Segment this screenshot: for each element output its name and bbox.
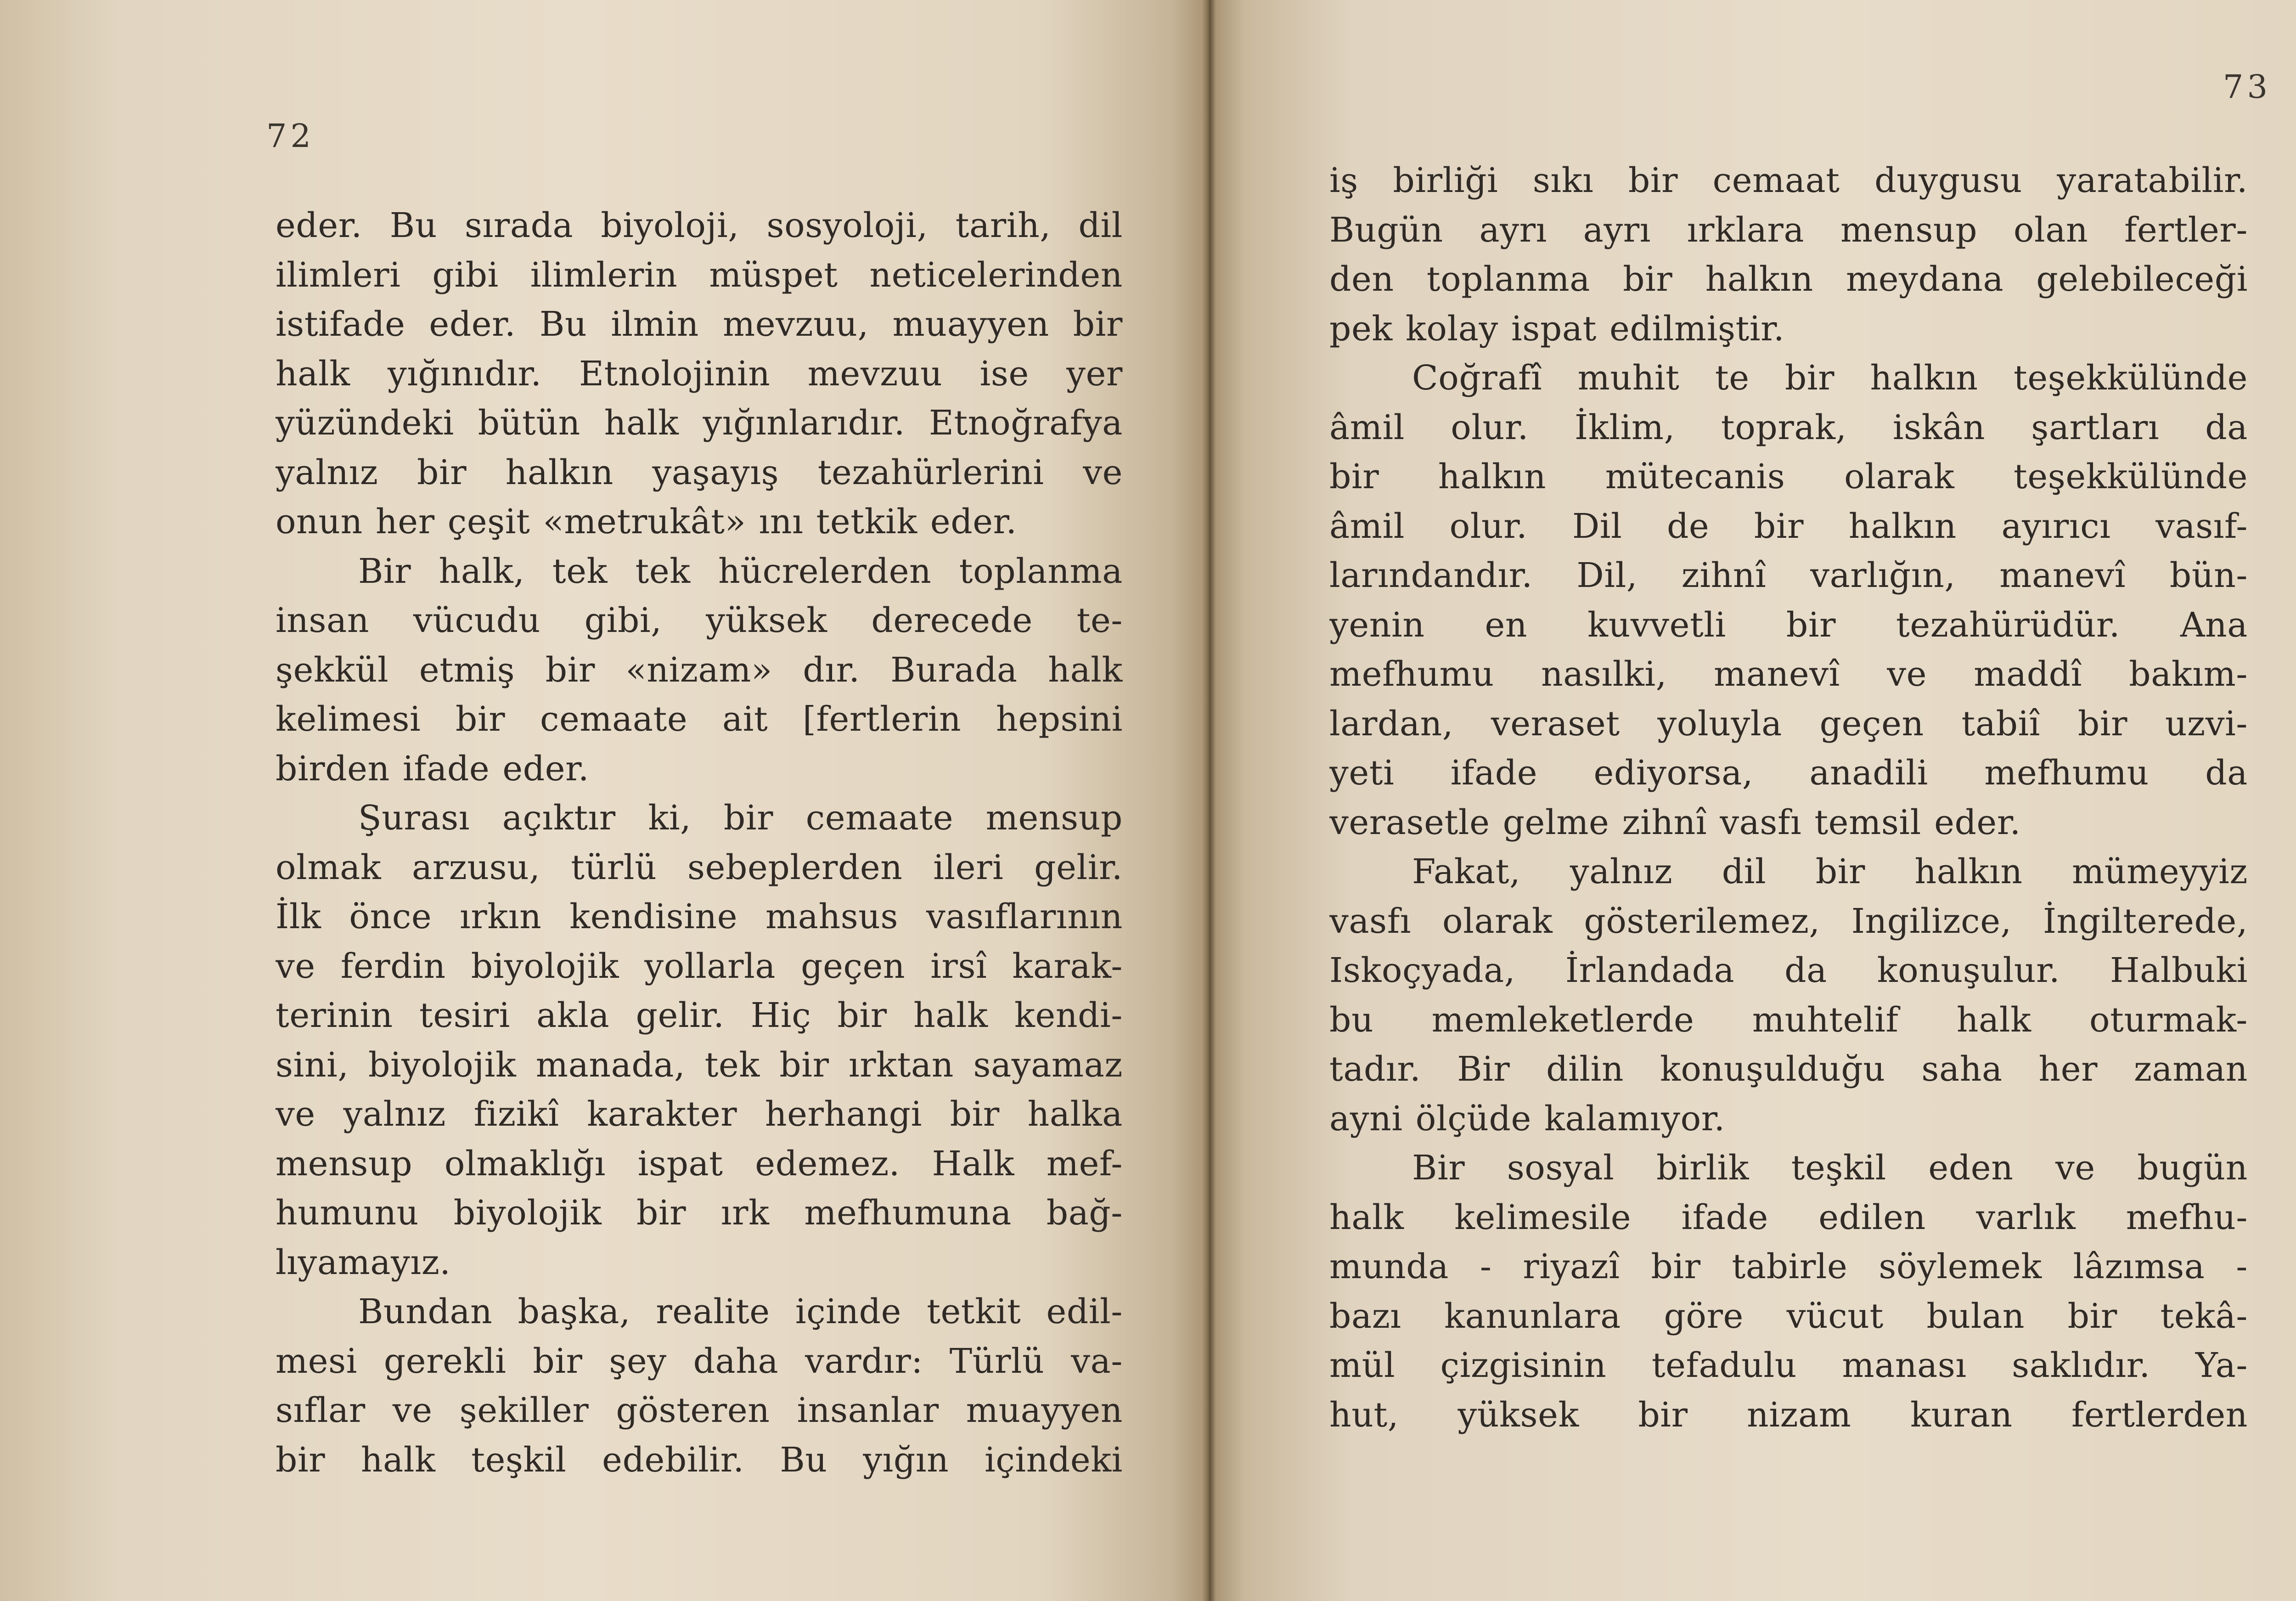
- text-line: hut, yüksek bir nizam kuran fertlerden: [1329, 1395, 2248, 1435]
- text-line: vasfı olarak gösterilemez, Ingilizce, İngilterede,: [1329, 901, 2248, 941]
- text-line: mensup olmaklığı ispat edemez. Halk mef-: [276, 1144, 1123, 1184]
- text-line: bir halkın mütecanis olarak teşekkülünde: [1329, 457, 2248, 496]
- text-line: Bugün ayrı ayrı ırklara mensup olan fertler-: [1329, 210, 2248, 250]
- text-line: İlk önce ırkın kendisine mahsus vasıflarının: [276, 897, 1123, 936]
- text-line: birden ifade eder.: [276, 749, 590, 789]
- text-line: lıyamayız.: [276, 1242, 451, 1282]
- text-line: yeti ifade ediyorsa, anadili mefhumu da: [1329, 753, 2248, 793]
- text-line: âmil olur. Dil de bir halkın ayırıcı vasıf-: [1329, 506, 2248, 546]
- text-line: larındandır. Dil, zihnî varlığın, manevî bün-: [1329, 556, 2248, 595]
- text-line: mefhumu nasılki, manevî ve maddî bakım-: [1329, 654, 2248, 694]
- text-line: istifade eder. Bu ilmin mevzuu, muayyen bir: [276, 304, 1123, 344]
- text-line: mül çizgisinin tefadulu manası saklıdır. Ya-: [1329, 1346, 2248, 1385]
- text-line: bir halk teşkil edebilir. Bu yığın içindeki: [276, 1440, 1123, 1480]
- text-line: yalnız bir halkın yaşayış tezahürlerini ve: [276, 452, 1123, 492]
- text-line: Bir sosyal birlik teşkil eden ve bugün: [1412, 1148, 2248, 1188]
- text-line: Coğrafî muhit te bir halkın teşekkülünde: [1412, 358, 2248, 398]
- text-line: den toplanma bir halkın meydana gelebileceği: [1329, 259, 2248, 299]
- book-gutter: [1202, 0, 1216, 1601]
- text-line: ilimleri gibi ilimlerin müspet neticelerinden: [276, 255, 1123, 295]
- text-line: olmak arzusu, türlü sebeplerden ileri gelir.: [276, 847, 1123, 887]
- text-line: pek kolay ispat edilmiştir.: [1329, 309, 1785, 349]
- text-line: Şurası açıktır ki, bir cemaate mensup: [358, 798, 1123, 838]
- text-line: yüzündeki bütün halk yığınlarıdır. Etnoğrafya: [276, 403, 1123, 443]
- text-line: ve ferdin biyolojik yollarla geçen irsî karak-: [276, 946, 1123, 986]
- body-text: [1329, 156, 2248, 1440]
- text-line: eder. Bu sırada biyoloji, sosyoloji, tarih, dil: [276, 206, 1123, 245]
- text-line: humunu biyolojik bir ırk mefhumuna bağ-: [276, 1193, 1123, 1233]
- text-line: lardan, veraset yoluyla geçen tabiî bir uzvi-: [1329, 704, 2248, 744]
- text-line: insan vücudu gibi, yüksek derecede te-: [276, 601, 1123, 640]
- text-line: yenin en kuvvetli bir tezahürüdür. Ana: [1329, 605, 2248, 645]
- text-line: sıflar ve şekiller gösteren insanlar muayyen: [276, 1391, 1123, 1430]
- body-text: [276, 201, 1123, 1485]
- text-line: Iskoçyada, İrlandada da konuşulur. Halbuki: [1329, 951, 2248, 990]
- text-line: halk yığınıdır. Etnolojinin mevzuu ise yer: [276, 354, 1123, 394]
- page-number: 72: [266, 117, 315, 155]
- text-line: tadır. Bir dilin konuşulduğu saha her zaman: [1329, 1049, 2248, 1089]
- page-number: 73: [2223, 68, 2271, 106]
- text-line: ve yalnız fizikî karakter herhangi bir halka: [276, 1094, 1123, 1134]
- text-line: terinin tesiri akla gelir. Hiç bir halk kendi-: [276, 996, 1123, 1035]
- text-line: bazı kanunlara göre vücut bulan bir tekâ-: [1329, 1296, 2248, 1336]
- text-line: ayni ölçüde kalamıyor.: [1329, 1099, 1725, 1139]
- text-line: şekkül etmiş bir «nizam» dır. Burada halk: [276, 650, 1123, 690]
- text-line: Fakat, yalnız dil bir halkın mümeyyiz: [1412, 852, 2248, 891]
- text-line: sini, biyolojik manada, tek bir ırktan sayamaz: [276, 1045, 1123, 1085]
- text-line: mesi gerekli bir şey daha vardır: Türlü va-: [276, 1341, 1123, 1381]
- text-line: Bundan başka, realite içinde tetkit edil-: [358, 1292, 1123, 1331]
- text-line: bu memleketlerde muhtelif halk oturmak-: [1329, 1000, 2248, 1040]
- text-line: kelimesi bir cemaate ait [fertlerin hepsini: [276, 699, 1123, 739]
- text-line: onun her çeşit «metrukât» ını tetkik eder.: [276, 502, 1017, 541]
- text-line: verasetle gelme zihnî vasfı temsil eder.: [1329, 802, 2021, 842]
- text-line: Bir halk, tek tek hücrelerden toplanma: [358, 551, 1123, 591]
- right-page: [1208, 0, 2296, 1601]
- text-line: munda - riyazî bir tabirle söylemek lâzımsa -: [1329, 1247, 2248, 1286]
- text-line: halk kelimesile ifade edilen varlık mefhu-: [1329, 1197, 2248, 1237]
- text-line: iş birliği sıkı bir cemaat duygusu yaratabilir.: [1329, 161, 2248, 200]
- text-line: âmil olur. İklim, toprak, iskân şartları da: [1329, 407, 2248, 447]
